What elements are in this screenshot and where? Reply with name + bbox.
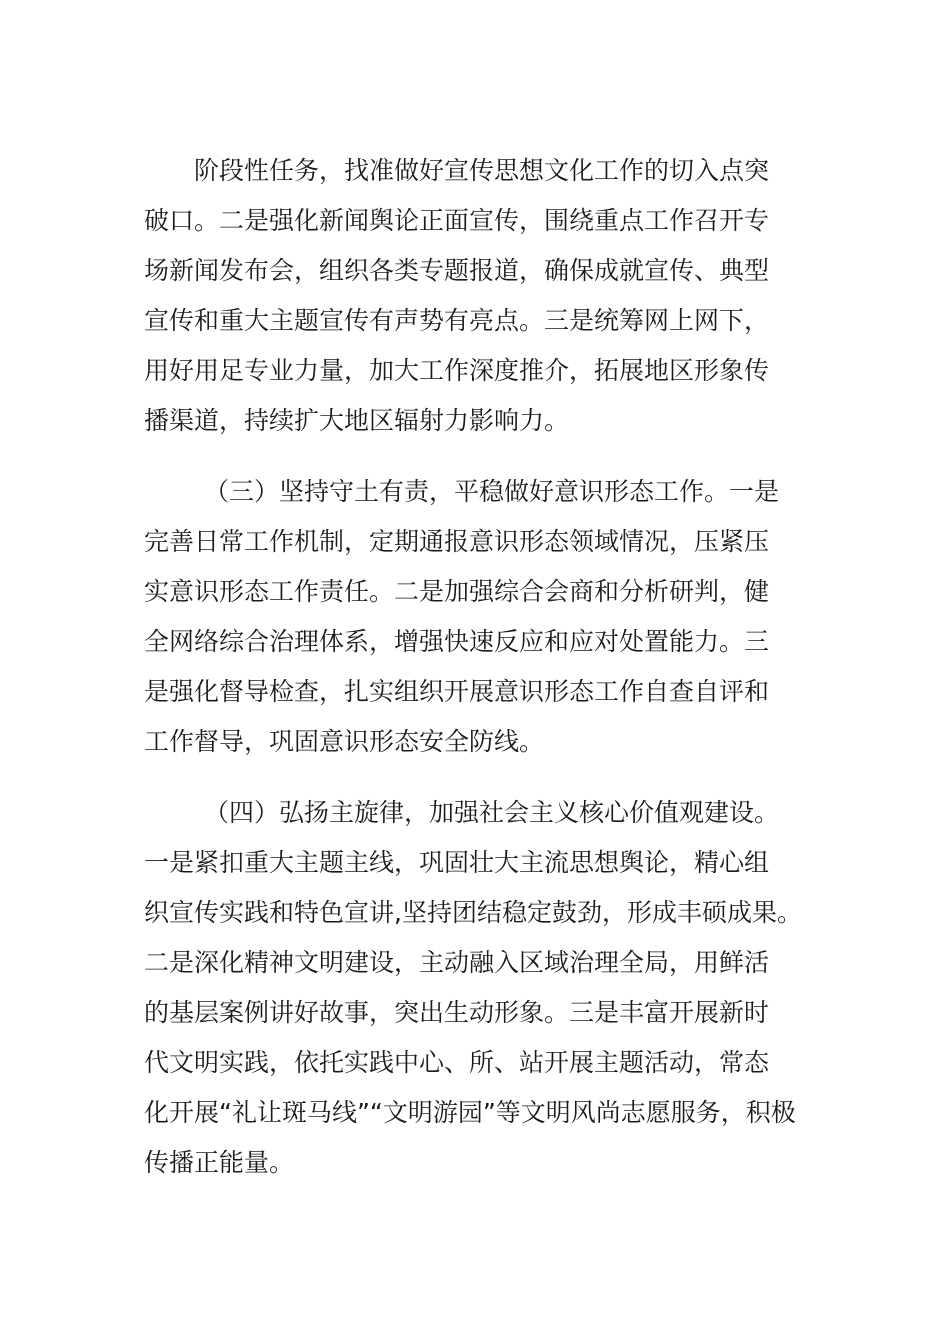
- text-line: 播渠道，持续扩大地区辐射力影响力。: [144, 406, 570, 435]
- text-line: 的基层案例讲好故事，突出生动形象。三是丰富开展新时: [144, 998, 770, 1027]
- text-line: 完善日常工作机制，定期通报意识形态领域情况，压紧压: [144, 527, 770, 556]
- text-line: 工作督导，巩固意识形态安全防线。: [144, 727, 545, 756]
- text-line: 宣传和重大主题宣传有声势有亮点。三是统筹网上网下，: [144, 306, 770, 335]
- text-line: 一是紧扣重大主题主线，巩固壮大主流思想舆论，精心组: [144, 848, 770, 877]
- text-line: 全网络综合治理体系，增强快速反应和应对处置能力。三: [144, 627, 770, 656]
- paragraph-section-four: [144, 788, 806, 1188]
- document-body: [144, 146, 806, 1188]
- text-line: 代文明实践，依托实践中心、所、站开展主题活动，常态: [144, 1048, 770, 1077]
- text-line: 破口。二是强化新闻舆论正面宣传，围绕重点工作召开专: [144, 206, 770, 235]
- text-line: 用好用足专业力量，加大工作深度推介，拓展地区形象传: [144, 356, 770, 385]
- text-line: 织宣传实践和特色宣讲,坚持团结稳定鼓劲，形成丰硕成果。: [144, 898, 802, 927]
- text-line: 传播正能量。: [144, 1148, 295, 1177]
- text-line: 化开展“礼让斑马线”“文明游园”等文明风尚志愿服务，积极: [144, 1098, 796, 1127]
- text-line: （四）弘扬主旋律，加强社会主义核心价值观建设。: [204, 798, 780, 827]
- paragraph-task-continuation: [144, 146, 806, 446]
- text-line: 阶段性任务，找准做好宣传思想文化工作的切入点突: [194, 156, 770, 185]
- text-line: 场新闻发布会，组织各类专题报道，确保成就宣传、典型: [144, 256, 770, 285]
- paragraph-section-three: [144, 467, 806, 767]
- text-line: 是强化督导检查，扎实组织开展意识形态工作自查自评和: [144, 677, 770, 706]
- text-line: 实意识形态工作责任。二是加强综合会商和分析研判，健: [144, 577, 770, 606]
- text-line: （三）坚持守土有责，平稳做好意识形态工作。一是: [204, 477, 780, 506]
- text-line: 二是深化精神文明建设，主动融入区域治理全局，用鲜活: [144, 948, 770, 977]
